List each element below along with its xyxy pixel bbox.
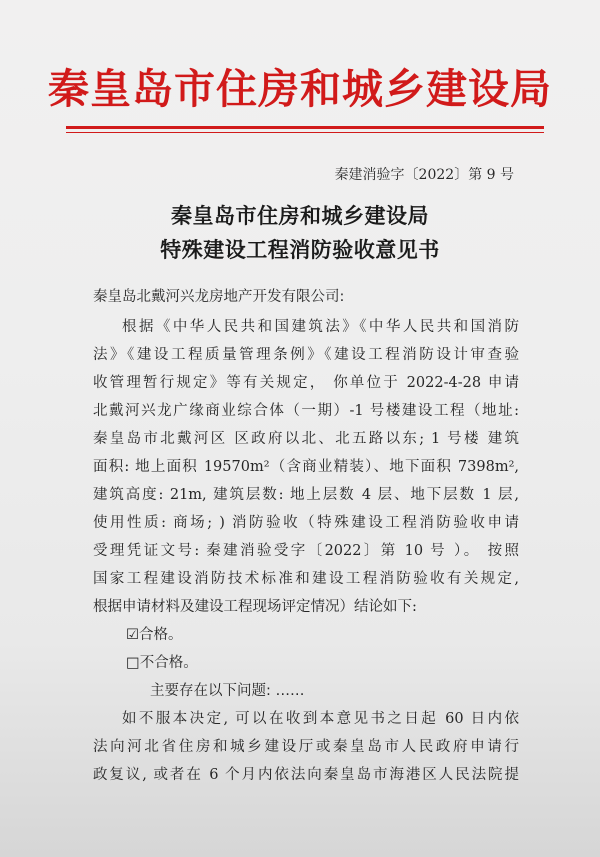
option-pass-checked: ☑合格。 [126,627,183,643]
recipient: 秦皇岛北戴河兴龙房地产开发有限公司: [93,289,345,305]
document-number: 秦建消验字〔2022〕第 9 号 [334,167,514,183]
issues-text: 主要存在以下问题: …… [150,683,305,699]
option-fail-unchecked: □不合格。 [126,655,198,671]
appeal-line: 如不服本决定, 可以在收到本意见书之日起 60 日内依 [122,711,519,727]
body-line: 使用性质: 商场; ) 消防验收（特殊建设工程消防验收申请 [93,515,519,531]
appeal-line: 政复议, 或者在 6 个月内依法向秦皇岛市海港区人民法院提 [93,767,519,783]
body-line: 建筑高度: 21m, 建筑层数: 地上层数 4 层、地下层数 1 层, [93,487,519,503]
appeal-line: 法向河北省住房和城乡建设厅或秦皇岛市人民政府申请行 [93,739,519,755]
body-line: 北戴河兴龙广缘商业综合体（一期）-1 号楼建设工程（地址: [93,403,519,419]
agency-letterhead-title: 秦皇岛市住房和城乡建设局 [48,65,552,113]
letterhead-rule-thin [66,132,544,133]
body-line: 受理凭证文号: 秦建消验受字〔2022〕第 10 号 ）。 按照 [93,543,519,559]
body-line: 秦皇岛市北戴河区 区政府以北、北五路以东; 1 号楼 建筑 [93,431,519,447]
body-line: 根据《中华人民共和国建筑法》《中华人民共和国消防 [122,319,519,335]
body-line: 国家工程建设消防技术标准和建设工程消防验收有关规定, [93,571,519,587]
body-line: 面积: 地上面积 19570m²（含商业精装）、地下面积 7398m², [93,459,519,475]
document-title-line-2: 特殊建设工程消防验收意见书 [160,237,440,262]
body-line: 收管理暂行规定》等有关规定， 你单位于 2022-4-28 申请 [93,375,519,391]
body-line: 根据申请材料及建设工程现场评定情况）结论如下: [93,599,417,615]
document-title-line-1: 秦皇岛市住房和城乡建设局 [171,203,429,228]
letterhead-rule-thick [66,126,544,129]
body-line: 法》《建设工程质量管理条例》《建设工程消防设计审查验 [93,347,519,363]
